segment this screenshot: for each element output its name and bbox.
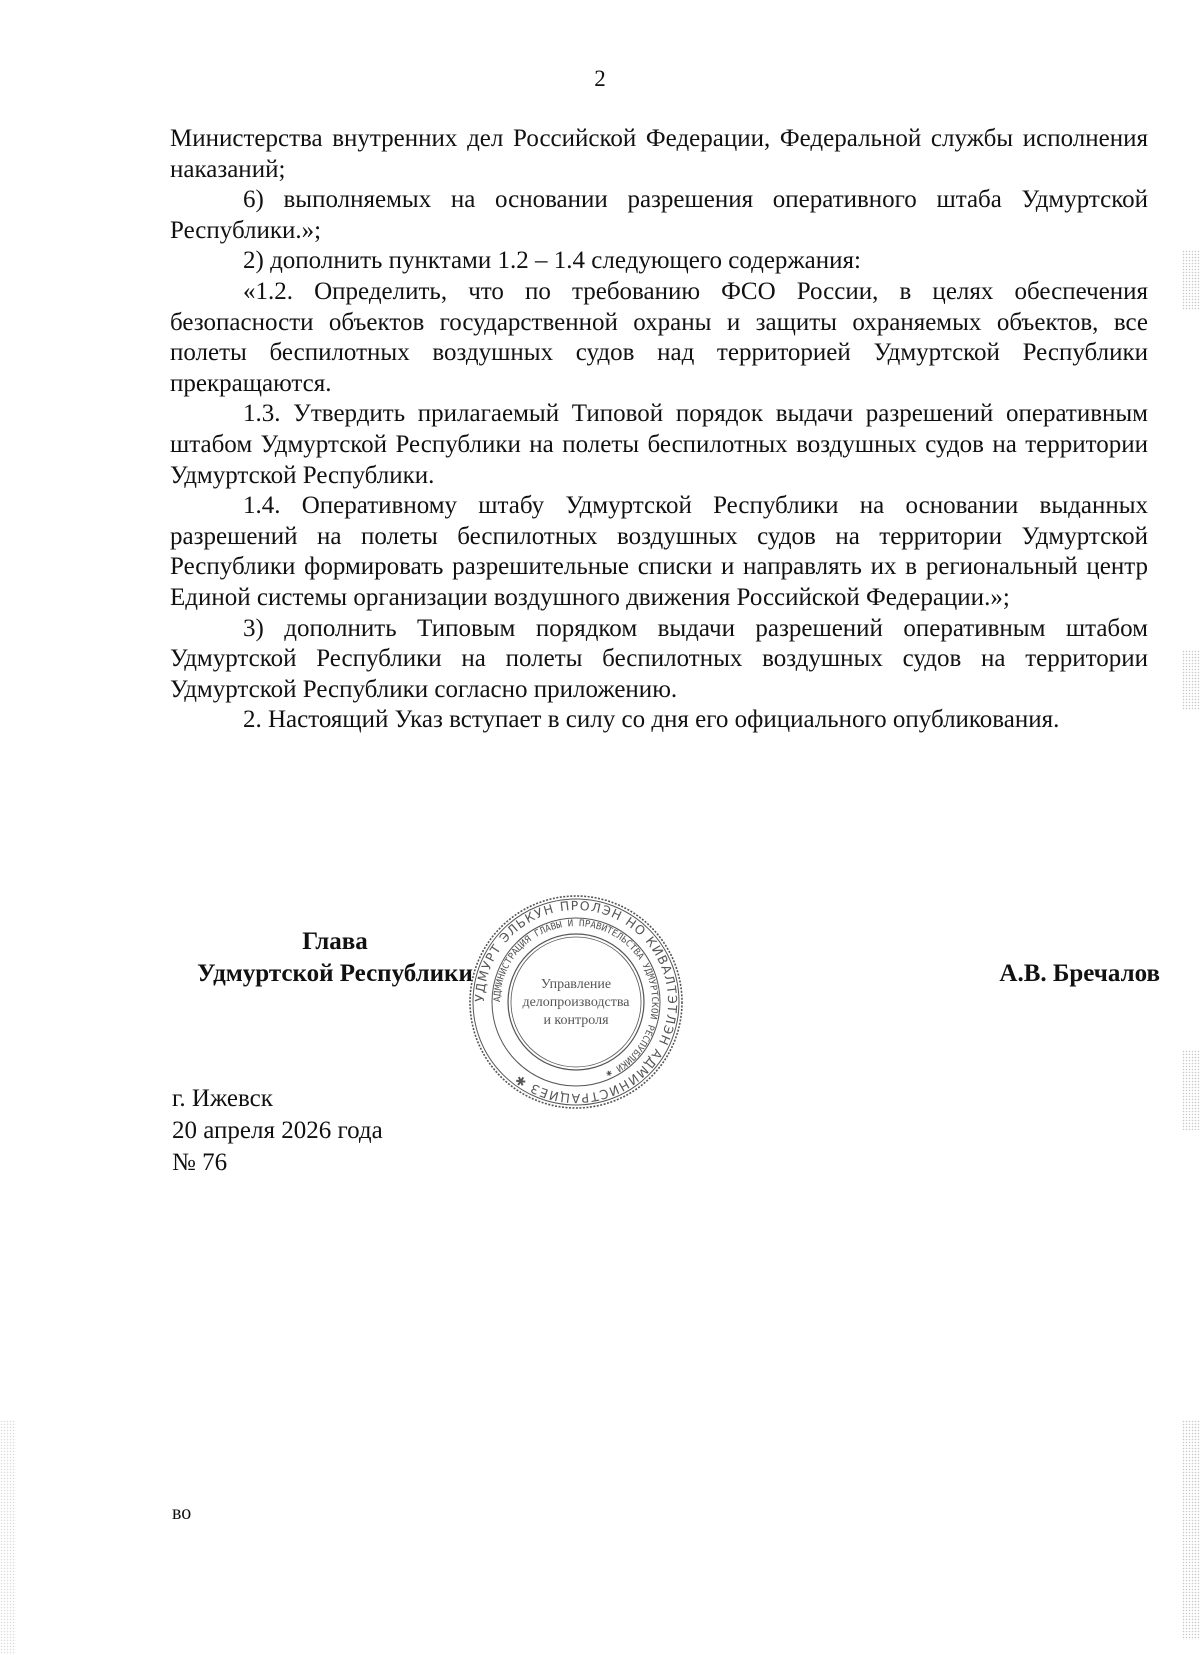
stamp-center	[522, 977, 630, 1028]
scan-noise	[1182, 250, 1200, 310]
scan-noise	[1182, 650, 1200, 710]
signatory-title	[175, 926, 495, 990]
signatory-name: А.В. Бречалов	[999, 960, 1160, 987]
decree-number: № 76	[172, 1149, 228, 1176]
stamp-inner-text: АДМИНИСТРАЦИЯ ГЛАВЫ И ПРАВИТЕЛЬСТВА УДМУРТСКОЙ РЕСПУБЛИКИ ✱	[491, 917, 661, 1080]
scan-noise	[1182, 1420, 1200, 1640]
paragraph: 6) выполняемых на основании разрешения оперативного штаба Удмуртской Республики.»;	[170, 186, 1148, 244]
page-number: 2	[594, 66, 606, 91]
decree-body	[170, 124, 1148, 736]
executor-mark: во	[172, 1502, 192, 1524]
official-stamp	[466, 892, 686, 1112]
scan-noise	[1182, 1050, 1200, 1130]
stamp-outer-text: УДМУРТ ЭЛЬКУН ПРОЛЭН НО КИВАЛТЭТЛЭН АДМИНИСТРАЦИЕЗ ✱	[471, 897, 681, 1107]
paragraph: 2) дополнить пунктами 1.2 – 1.4 следующего содержания:	[243, 247, 861, 275]
stamp-center-line: делопроизводства	[522, 995, 630, 1010]
signatory-title-line: Глава	[302, 928, 368, 955]
paragraph: 2. Настоящий Указ вступает в силу со дня его официального опубликования.	[243, 706, 1060, 734]
paragraph: 1.4. Оперативному штабу Удмуртской Республики на основании выданных разрешений на полеты беспилотных воздушных судов на территории Удмуртской Республики формировать разрешительные списки и направлять их в региональный центр Единой системы организации воздушного движения Российской Федерации.»;	[170, 492, 1148, 611]
signatory-title-line: Удмуртской Республики	[197, 960, 473, 987]
paragraph: Министерства внутренних дел Российской Федерации, Федеральной службы исполнения наказаний;	[170, 125, 1148, 183]
stamp-center-line: и контроля	[543, 1013, 609, 1028]
place-date-number	[172, 1083, 383, 1179]
place: г. Ижевск	[172, 1085, 273, 1112]
stamp-center-line: Управление	[540, 977, 612, 992]
paragraph: 3) дополнить Типовым порядком выдачи разрешений оперативным штабом Удмуртской Республики на полеты беспилотных воздушных судов на территории Удмуртской Республики согласно приложению.	[170, 614, 1148, 703]
paragraph: 1.3. Утвердить прилагаемый Типовой порядок выдачи разрешений оперативным штабом Удмуртской Республики на полеты беспилотных воздушных судов на территории Удмуртской Республики.	[170, 400, 1148, 489]
paragraph: «1.2. Определить, что по требованию ФСО России, в целях обеспечения безопасности объектов государственной охраны и защиты охраняемых объектов, все полеты беспилотных воздушных судов над территорией Удмуртской Республики прекращаются.	[170, 277, 1148, 397]
date: 20 апреля 2026 года	[172, 1117, 383, 1144]
scan-noise	[0, 1420, 16, 1655]
